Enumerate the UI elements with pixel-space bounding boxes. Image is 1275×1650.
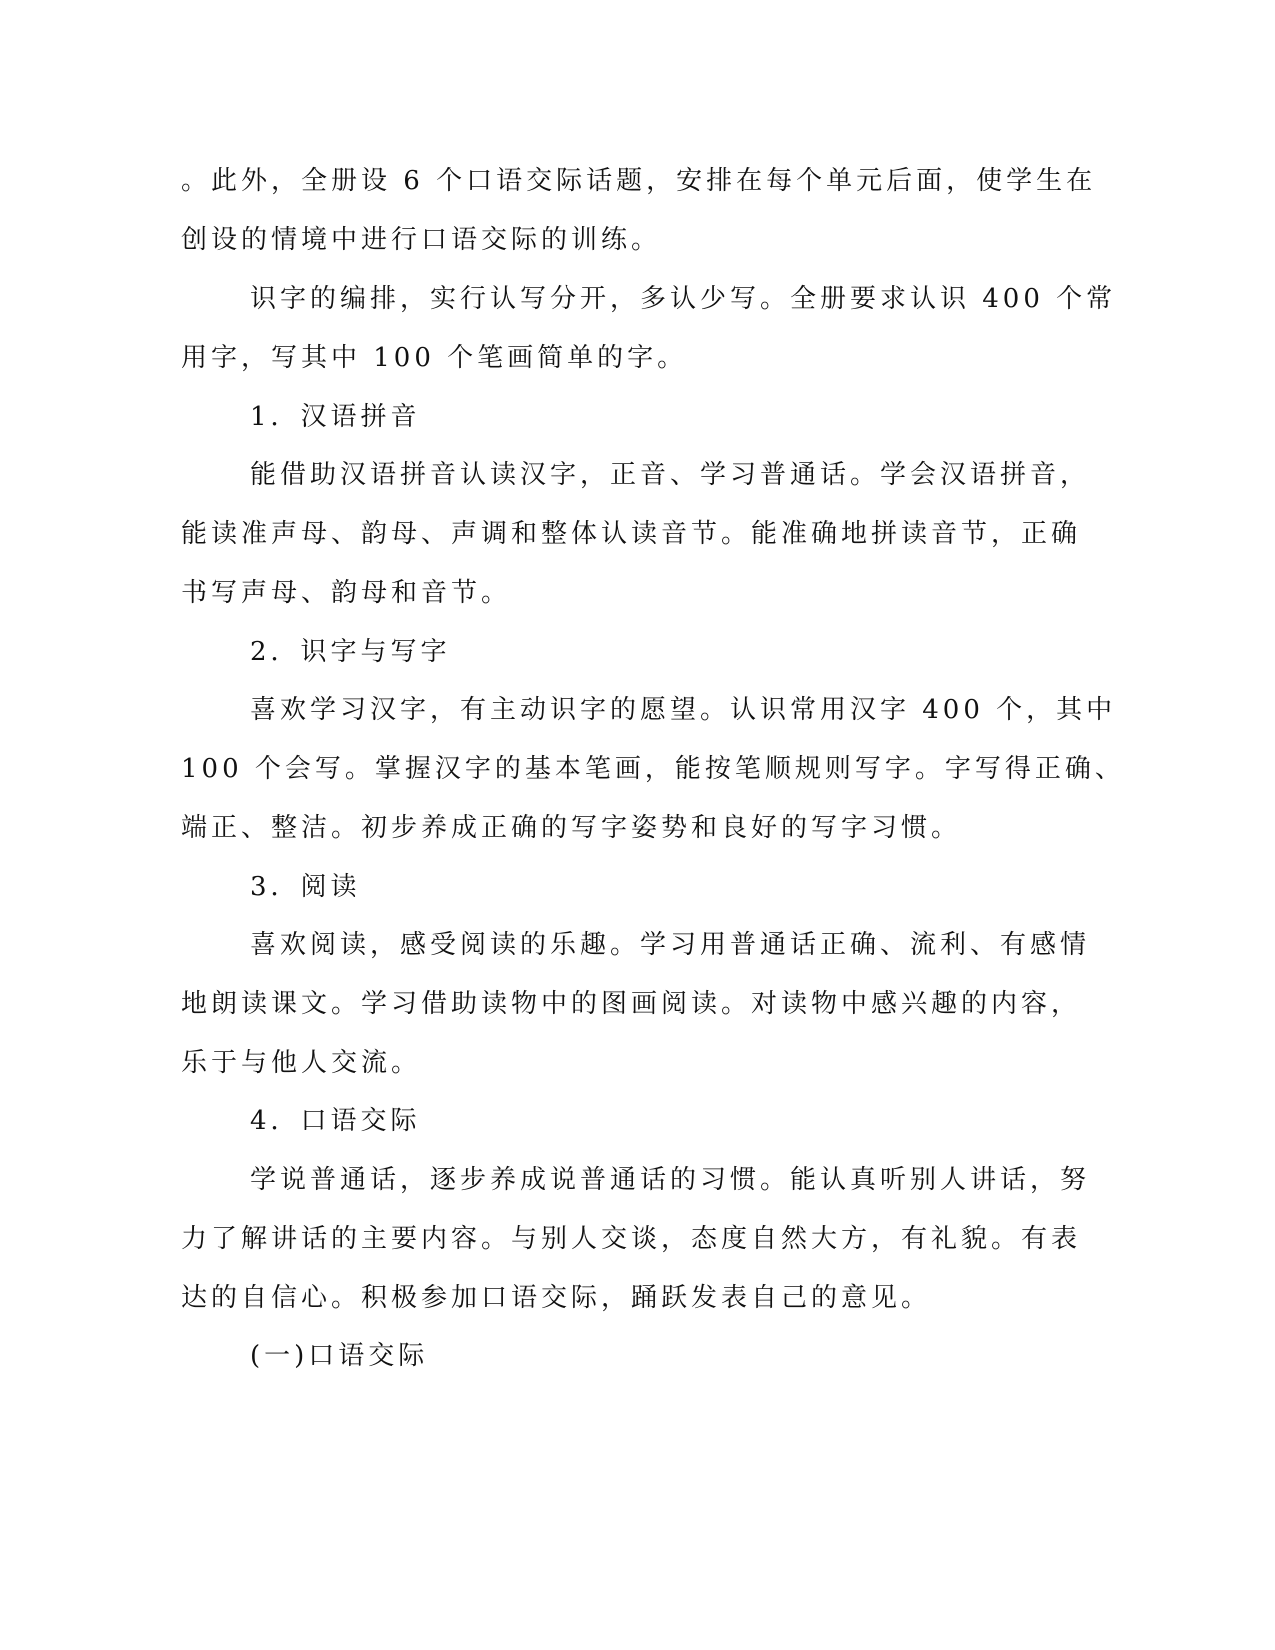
paragraph-line: 100 个会写。掌握汉字的基本笔画，能按笔顺规则写字。字写得正确、 [181, 754, 1125, 784]
section-heading: 4．口语交际 [250, 1106, 421, 1136]
paragraph-line: 达的自信心。积极参加口语交际，踊跃发表自己的意见。 [181, 1283, 932, 1313]
paragraph-line: 书写声母、韵母和音节。 [181, 578, 512, 608]
paragraph-line: 乐于与他人交流。 [181, 1048, 422, 1078]
section-heading: 3．阅读 [250, 872, 361, 902]
paragraph-line: 喜欢阅读，感受阅读的乐趣。学习用普通话正确、流利、有感情 [250, 930, 1091, 960]
paragraph-line: 能借助汉语拼音认读汉字，正音、学习普通话。学会汉语拼音， [250, 460, 1091, 490]
paragraph-line: 用字，写其中 100 个笔画简单的字。 [181, 343, 688, 373]
paragraph-line: 地朗读课文。学习借助读物中的图画阅读。对读物中感兴趣的内容， [181, 989, 1082, 1019]
section-heading: 2．识字与写字 [250, 637, 451, 667]
section-heading: 1．汉语拼音 [250, 402, 421, 432]
paragraph-line: 学说普通话，逐步养成说普通话的习惯。能认真听别人讲话，努 [250, 1165, 1091, 1195]
paragraph-line: 。此外，全册设 6 个口语交际话题，安排在每个单元后面，使学生在 [181, 166, 1097, 196]
paragraph-line: 端正、整洁。初步养成正确的写字姿势和良好的写字习惯。 [181, 813, 962, 843]
paragraph-line: 力了解讲话的主要内容。与别人交谈，态度自然大方，有礼貌。有表 [181, 1224, 1082, 1254]
paragraph-line: 喜欢学习汉字，有主动识字的愿望。认识常用汉字 400 个，其中 [250, 695, 1117, 725]
section-heading: (一)口语交际 [250, 1341, 429, 1371]
paragraph-line: 创设的情境中进行口语交际的训练。 [181, 225, 662, 255]
paragraph-line: 能读准声母、韵母、声调和整体认读音节。能准确地拼读音节，正确 [181, 519, 1082, 549]
paragraph-line: 识字的编排，实行认写分开，多认少写。全册要求认识 400 个常 [250, 284, 1117, 314]
